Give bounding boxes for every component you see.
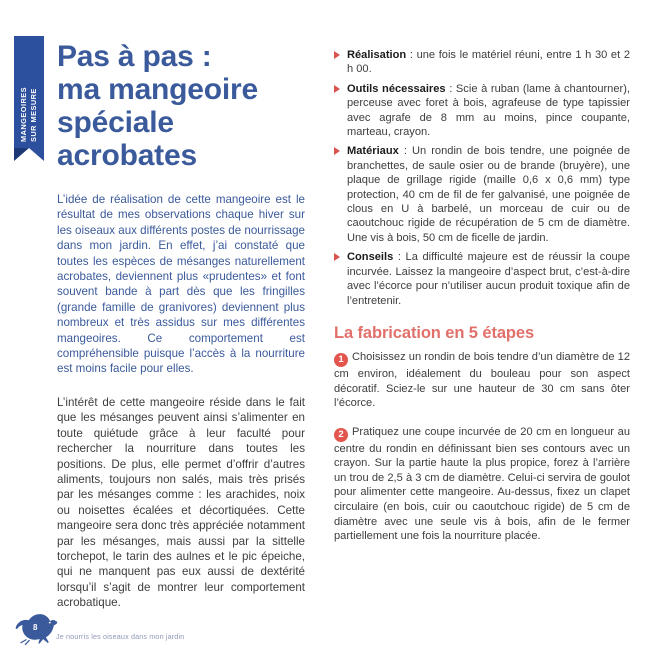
bullet-item [334,250,630,308]
section-tab-text [14,36,44,148]
step-number-badge: 1 [334,353,348,367]
bullet-separator: : [393,251,406,264]
left-column [57,40,305,611]
step-text: Choisissez un rondin de bois tendre d’un diamètre de 12 cm environ, idéalement du bouleau pour son aspect décoratif. Sciez-le sur une hauteur de 30 cm sans ôter l’écorce. [334,350,630,410]
page-title-line-3: spéciale [57,106,174,139]
page-title [57,40,305,172]
bullet-text: une fois le matériel réuni, entre 1 h 30 et 2 h 00. [347,49,630,76]
section-tab-fold [14,148,44,161]
bullet-label: Matériaux [347,145,399,158]
section-tab-mangeoires-sur-mesure [14,36,44,148]
bullet-label: Réalisation [347,49,407,61]
section-tab-line-2: SUR MESURE [29,88,38,142]
materials-bullet-list [334,48,630,308]
bullet-label: Outils nécessaires [347,82,446,95]
bullet-separator: : [445,82,456,95]
step-text: Pratiquez une coupe incurvée de 20 cm en longueur au centre du rondin en définissant bien ses contours avec un crayon. Sur la partie haute la plus propice, forez à l’arrière un trou de 2,5 à 3 cm de diamètre. Celui-ci servira de goulot pour alimenter cette mangeoire. Au-dessus, fixez un clapet circulaire (en bois, cuir ou caoutchouc rigide) de 5 cm de diamètre avec une seule vis à bois, afin de le fermer partiellement une fois la nourriture placée. [334,425,630,543]
bullet-separator: : [398,145,412,158]
steps-list [334,350,630,544]
section-tab-line-1: MANGEOIRES [18,86,28,142]
page-number: 8 [33,623,38,632]
triangle-bullet-icon [334,51,340,59]
triangle-bullet-icon [334,85,340,93]
step-item [334,425,630,544]
bullet-separator: : [406,49,417,61]
lead-paragraph: L’idée de réalisation de cette mangeoire est le résultat de mes observations chaque hiver sur les oiseaux aux différents postes de nourrissage dans mon jardin. En effet, j’ai constaté que toutes les espèces de mésanges naturellement acrobates, deviennent plus «prudentes» et font souvent bande à part dès que les fringilles (grande famille de granivores) deviennent plus nombreux et très assidus sur mes différentes mangeoires. Ce comportement est compréhensible puisque l’accès à la nourriture est moins facile pour elles. [57,193,305,376]
bullet-item [334,144,630,245]
right-column [334,48,630,558]
bullet-text: La difficulté majeure est de réussir la coupe incurvée. Laissez la mangeoire d’aspect brut, c’est-à-dire avec l’écorce pour n’utiliser aucun produit toxique afin de l’entretenir. [347,251,630,307]
body-paragraph: L’intérêt de cette mangeoire réside dans le fait que les mésanges peuvent ainsi s’alimenter en toute quiétude grâce à leur faculté pour rechercher la nourriture dans toutes les positions. De plus, elle permet d’offrir d’autres aliments, toujours non salés, mais très prisés par les mésanges comme : les arachides, noix ou noisettes écalées et décortiquées. Cette mangeoire sera donc très appréciée notamment par les mésanges, mais aussi par la sittelle torchepot, le tarin des aulnes et le pic épeiche, qui ne manquent pas eux aussi de dextérité lorsqu’il s’agit de montrer leur comportement acrobatique. [57,395,305,610]
page-title-line-2: ma mangeoire [57,73,259,106]
section-heading-fabrication: La fabrication en 5 étapes [334,323,535,342]
step-item [334,350,630,411]
triangle-bullet-icon [334,147,340,155]
step-number-badge: 2 [334,428,348,442]
bullet-text: Scie à ruban (lame à chantourner), perceuse avec foret à bois, agrafeuse de type tapissier avec agrafe de 8 mm au moins, pince coupante, marteau, crayon. [347,82,630,139]
bullet-label: Conseils [347,251,394,264]
footer-book-title: Je nourris les oiseaux dans mon jardin [56,632,185,641]
bullet-item [334,82,630,140]
bullet-item [334,48,630,77]
page-title-line-1: Pas à pas : [57,40,212,73]
page-title-line-4: acrobates [57,139,197,172]
triangle-bullet-icon [334,253,340,261]
bullet-text: Un rondin de bois tendre, une poignée de branchettes, de saule osier ou de brande (bruyère), une plaque de grillage rigide (maille 0,6 x 0,6 mm) type protection, 40 cm de fil de fer galvanisé, une poignée de clous en U à barbelé, un morceau de cuir ou de caoutchouc rigide de récupération de 5 cm de diamètre. Une vis à bois, 50 cm de ficelle de jardin. [347,145,630,244]
page-footer [14,610,634,650]
